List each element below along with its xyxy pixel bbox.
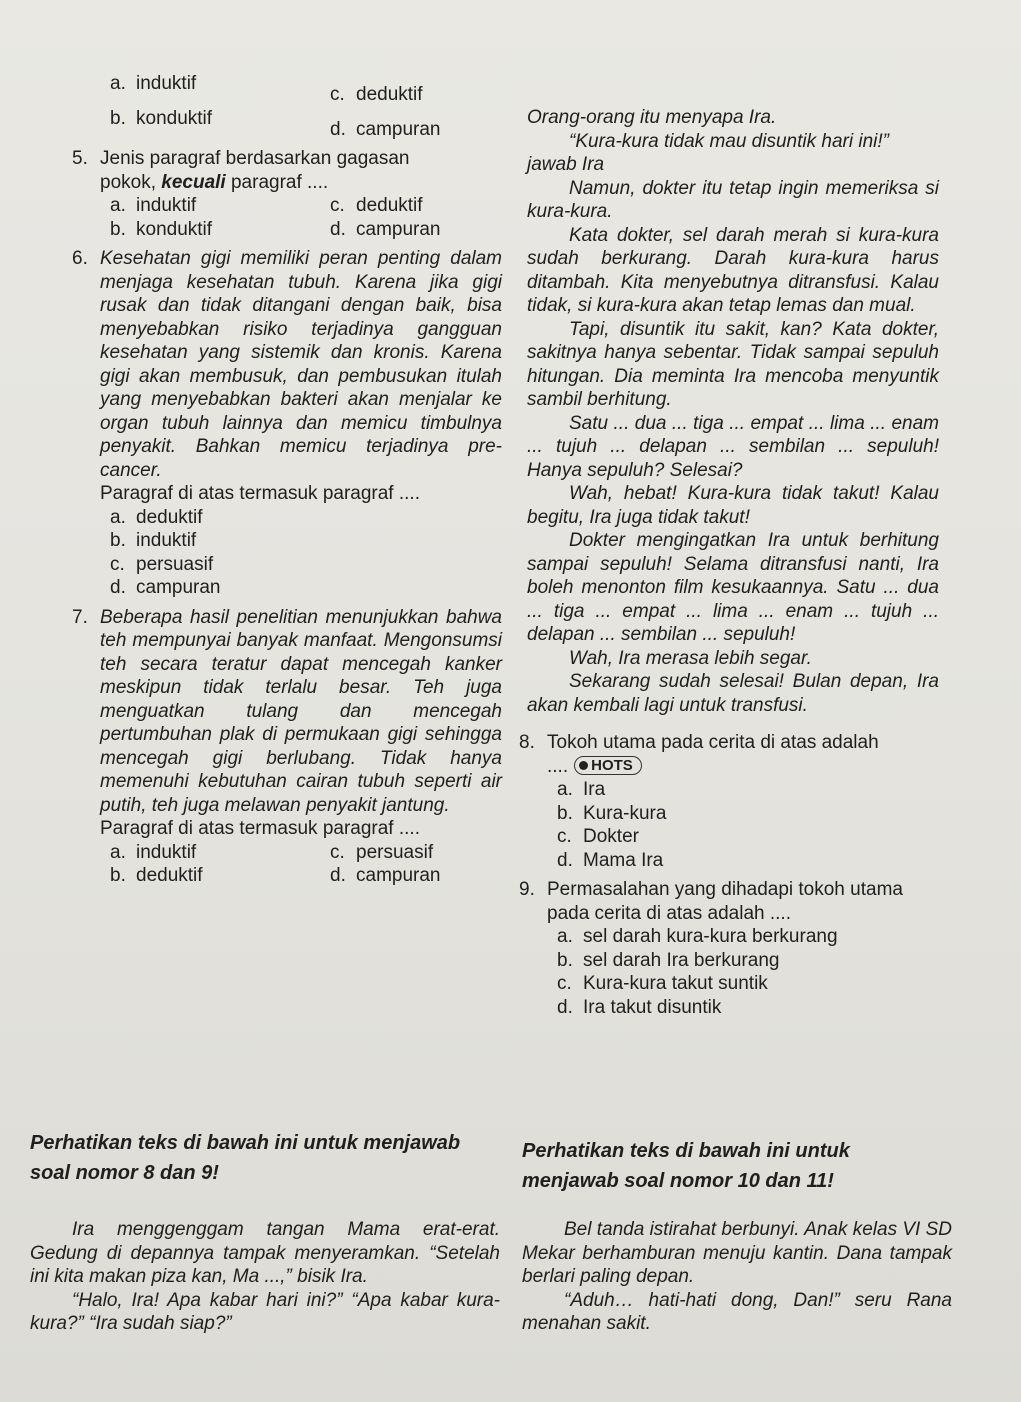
option: d. Ira takut disuntik [557, 996, 722, 1018]
q4-option-d [330, 118, 502, 142]
option-letter: b. [110, 107, 126, 129]
right-column [519, 106, 939, 1019]
story-paragraph: Namun, dokter itu tetap ingin memeriksa si kura-kura. [527, 177, 939, 222]
story-paragraph: Wah, Ira merasa lebih segar. [569, 647, 812, 669]
option: b. konduktif [110, 218, 213, 240]
q4-option-c [330, 83, 502, 107]
story-paragraph: Sekarang sudah selesai! Bulan depan, Ira akan kembali lagi untuk transfusi. [527, 671, 939, 716]
option: c. persuasif [110, 553, 214, 575]
question-7 [72, 606, 502, 841]
question-6 [72, 247, 502, 506]
option: a. induktif [110, 195, 197, 216]
question-number: 6. [72, 248, 88, 269]
option: b. Kura-kura [557, 802, 667, 824]
question-number: 9. [519, 879, 535, 900]
story-paragraph: Tapi, disuntik itu sakit, kan? Kata dokter, sakitnya hanya sebentar. Tidak sampai sepuluh hitungan. Dia meminta Ira mencoba menyuntik sambil berhitung. [527, 318, 939, 410]
question-text: Jenis paragraf berdasarkan gagasan [100, 148, 410, 169]
option: d. campuran [330, 218, 441, 240]
question-text: Paragraf di atas termasuk paragraf .... [100, 818, 420, 839]
question-number: 7. [72, 606, 88, 628]
question-9 [519, 878, 939, 925]
bottom-left-section [30, 1128, 500, 1336]
story-paragraph: “Halo, Ira! Apa kabar hari ini?” “Apa kabar kura-kura?” “Ira sudah siap?” [30, 1289, 500, 1334]
option: c. Kura-kura takut suntik [557, 973, 768, 994]
story-paragraph: Orang-orang itu menyapa Ira. [527, 107, 777, 128]
q8-options [557, 778, 939, 872]
q5-options [110, 194, 502, 241]
option: d. campuran [330, 865, 441, 886]
question-number: 5. [72, 148, 88, 169]
option-text: campuran [356, 118, 441, 140]
option-text: deduktif [356, 84, 423, 105]
option: c. Dokter [557, 826, 639, 847]
option-text: induktif [136, 73, 197, 94]
option: a. Ira [557, 779, 606, 800]
option: b. sel darah Ira berkurang [557, 949, 780, 971]
bullet-icon [579, 761, 588, 770]
option-letter: a. [110, 73, 126, 94]
option-letter: d. [330, 118, 346, 140]
question-text-line-2: pokok, kecuali paragraf .... [100, 171, 329, 193]
question-5 [72, 147, 502, 194]
story-paragraph: jawab Ira [527, 154, 605, 175]
option: b. deduktif [110, 865, 203, 886]
instruction-heading: Perhatikan teks di bawah ini untuk menjawab soal nomor 8 dan 9! [30, 1132, 461, 1184]
story-paragraph: “Kura-kura tidak mau disuntik hari ini!” [569, 130, 889, 152]
q4-option-a [110, 72, 330, 107]
emphasis-kecuali: kecuali [161, 171, 226, 193]
story-paragraph: Dokter mengingatkan Ira untuk berhitung sampai sepuluh! Selama ditransfusi nanti, Ira boleh menonton film kesukaannya. Satu ... dua ... tiga ... empat ... lima ... enam ... tujuh ... delapan ... sembilan ... sepuluh! [527, 530, 939, 645]
question-passage: Beberapa hasil penelitian menunjukkan bahwa teh mempunyai banyak manfaat. Mengonsumsi teh secara teratur dapat mencegah kanker meskipun tidak terlalu besar. Teh juga menguatkan tulang dan mencegah pertumbuhan plak di permukaan gigi sehingga mencegah gigi berlubang. Tidak hanya memenuhi kebutuhan cairan tubuh seperti air putih, teh juga melawan penyakit jantung. [100, 606, 502, 816]
hots-badge: HOTS [574, 756, 642, 775]
question-dots-line: .... HOTS [547, 755, 939, 779]
story-paragraph: Bel tanda istirahat berbunyi. Anak kelas VI SD Mekar berhamburan menuju kantin. Dana tampak berlari paling depan. [522, 1219, 952, 1287]
option: b. induktif [110, 530, 197, 551]
question-number: 8. [519, 732, 535, 753]
q4-option-b [110, 107, 330, 142]
question-text: Permasalahan yang dihadapi tokoh utama pada cerita di atas adalah .... [547, 879, 903, 924]
option-text: konduktif [136, 107, 213, 129]
story-paragraph: Ira menggenggam tangan Mama erat-erat. Gedung di depannya tampak menyeramkan. “Setelah ini kita makan piza kan, Ma ...,” bisik Ira. [30, 1219, 500, 1287]
story-paragraph: Kata dokter, sel darah merah si kura-kura sudah berkurang. Darah kura-kura harus ditambah. Kita menyebutnya ditransfusi. Kalau tidak, si kura-kura akan tetap lemas dan mual. [527, 224, 939, 316]
q9-options [557, 925, 939, 1019]
option: a. sel darah kura-kura berkurang [557, 926, 838, 947]
story-paragraph: Wah, hebat! Kura-kura tidak takut! Kalau begitu, Ira juga tidak takut! [527, 483, 939, 528]
option: c. persuasif [330, 841, 434, 863]
bottom-right-section [522, 1136, 952, 1336]
question-8 [519, 731, 939, 778]
option: c. deduktif [330, 195, 423, 216]
q7-options [110, 841, 502, 888]
option: d. Mama Ira [557, 849, 664, 871]
question-passage: Kesehatan gigi memiliki peran penting dalam menjaga kesehatan tubuh. Karena jika gigi rusak dan tidak ditangani dengan baik, bisa menyebabkan risiko terjadinya gangguan kesehatan yang sistemik dan kronis. Karena gigi akan membusuk, dan pembusukan itulah yang menyebabkan bakteri akan menjalar ke organ tubuh lainnya dan memicu timbulnya penyakit. Bahkan memicu terjadinya pre-cancer. [100, 248, 502, 481]
option: d. campuran [110, 577, 221, 598]
q6-options [110, 506, 502, 600]
instruction-heading: Perhatikan teks di bawah ini untuk menjawab soal nomor 10 dan 11! [522, 1140, 850, 1192]
story-paragraph: “Aduh… hati-hati dong, Dan!” seru Rana menahan sakit. [522, 1289, 952, 1334]
q4-options [110, 72, 502, 141]
question-text: Tokoh utama pada cerita di atas adalah [547, 732, 879, 753]
story-paragraph: Satu ... dua ... tiga ... empat ... lima ... enam ... tujuh ... delapan ... sembilan ... sepuluh! Hanya sepuluh? Selesai? [527, 412, 939, 481]
question-text: Paragraf di atas termasuk paragraf .... [100, 483, 420, 504]
option: a. induktif [110, 841, 197, 863]
option-letter: c. [330, 84, 345, 105]
option: a. deduktif [110, 506, 203, 528]
left-column [72, 72, 502, 888]
